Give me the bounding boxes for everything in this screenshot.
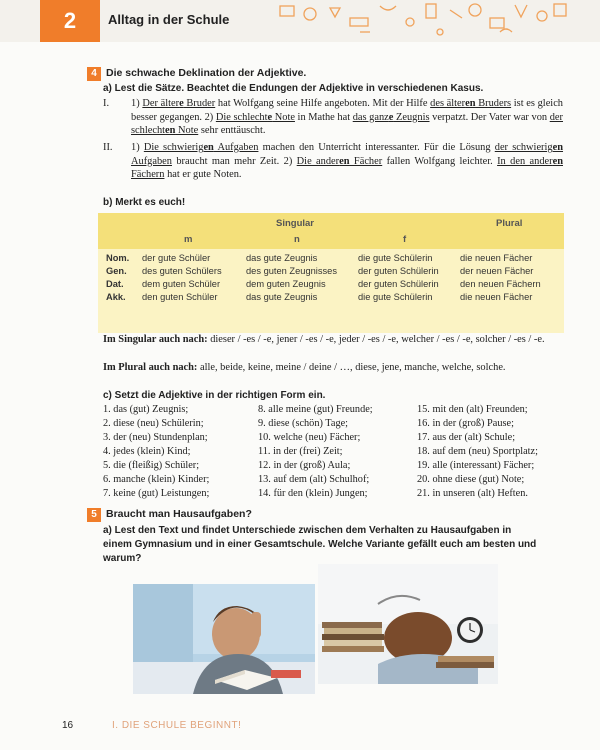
task4-heading <box>87 67 547 81</box>
case-label: Gen. <box>106 266 127 276</box>
chapter-number: 2 <box>40 0 100 42</box>
task5-a-line: warum? <box>103 553 142 564</box>
header-singular: Singular <box>276 218 315 229</box>
header-f: f <box>403 234 407 245</box>
exercise-item: 20. ohne diese (gut) Note; <box>417 474 525 485</box>
cell-m: den guten Schüler <box>142 292 218 302</box>
exercise-item: 14. für den (klein) Jungen; <box>258 488 368 499</box>
exercise-item: 5. die (fleißig) Schüler; <box>103 460 200 471</box>
exercise-item: 9. diese (schön) Tage; <box>258 418 349 429</box>
note-singular <box>103 333 563 347</box>
exercise-item: 10. welche (neu) Fächer; <box>258 432 361 443</box>
exercise-item: 17. aus der (alt) Schule; <box>417 432 516 443</box>
paragraph-II: II. 1) Die schwierigen Aufgaben machen den Unterricht interessanter. Für die Lösung der schwierigen Aufgaben braucht man mehr Zeit. 2) Die anderen Fächer fallen Wolfgang leichter. In den anderen Fächern hat er gute Noten. <box>103 142 564 181</box>
cell-pl: die neuen Fächer <box>460 253 533 263</box>
case-label: Akk. <box>106 292 126 302</box>
chapter-title: Alltag in der Schule <box>108 12 230 27</box>
cell-pl: der neuen Fächer <box>460 266 534 276</box>
exercise-item: 18. auf dem (neu) Sportplatz; <box>417 446 538 457</box>
task5-a-line: einem Gymnasium und in einer Gesamtschule. Welche Variante gefällt euch am besten und <box>103 539 537 550</box>
cell-m: der gute Schüler <box>142 253 211 263</box>
task5-badge: 5 <box>87 508 101 522</box>
cell-pl: den neuen Fächern <box>460 279 541 289</box>
student-asleep-on-books-photo <box>318 564 498 684</box>
exercise-item: 21. in unseren (alt) Heften. <box>417 488 528 499</box>
task-c-title: c) Setzt die Adjektive in der richtigen Form ein. <box>103 390 326 401</box>
task4-badge: 4 <box>87 67 101 81</box>
cell-n: das gute Zeugnis <box>246 292 318 302</box>
declension-table <box>98 213 564 333</box>
task5-heading <box>87 508 547 522</box>
student-studying-photo <box>133 584 315 694</box>
exercise-item: 4. jedes (klein) Kind; <box>103 446 191 457</box>
paragraph-II-label: II. <box>103 142 113 153</box>
cell-n: dem guten Zeugnis <box>246 279 326 289</box>
cell-pl: die neuen Fächer <box>460 292 533 302</box>
exercise-item: 19. alle (interessant) Fächer; <box>417 460 535 471</box>
note-singular-label: Im Singular auch nach: <box>103 334 208 345</box>
paragraph-I: I. 1) Der ältere Bruder hat Wolfgang seine Hilfe angeboten. Mit der Hilfe des älteren Bruders ist es gleich besser gegangen. 2) Die schlechte Note in Mathe hat das ganze Zeugnis verpatzt. Der Vater war von der schlechten Note sehr enttäuscht. <box>103 98 563 137</box>
exercise-item: 13. auf dem (alt) Schulhof; <box>258 474 370 485</box>
note-singular-text: dieser / -es / -e, jener / -es / -e, jeder / -es / -e, welcher / -es / -e, solcher / -es / -e. <box>207 334 545 345</box>
exercise-item: 16. in der (groß) Pause; <box>417 418 514 429</box>
exercise-item: 3. der (neu) Stundenplan; <box>103 432 208 443</box>
declension-table-header <box>98 213 564 249</box>
exercise-item: 11. in der (frei) Zeit; <box>258 446 343 457</box>
note-plural-text: alle, beide, keine, meine / deine / …, diese, jene, manche, welche, solche. <box>197 362 506 373</box>
note-plural <box>103 361 563 375</box>
cell-f: der guten Schülerin <box>358 266 439 276</box>
cell-f: die gute Schülerin <box>358 253 433 263</box>
cell-f: die gute Schülerin <box>358 292 433 302</box>
page-number: 16 <box>62 720 74 731</box>
task4-b-title: b) Merkt es euch! <box>103 197 186 208</box>
task4-title: Die schwache Deklination der Adjektive. <box>106 67 307 79</box>
exercise-item: 7. keine (gut) Leistungen; <box>103 488 210 499</box>
cell-f: der guten Schülerin <box>358 279 439 289</box>
paragraph-I-label: I. <box>103 98 110 109</box>
task5-a-title <box>103 524 563 566</box>
case-label: Nom. <box>106 253 130 263</box>
header-plural: Plural <box>496 218 523 229</box>
cell-n: des guten Zeugnisses <box>246 266 337 276</box>
case-label: Dat. <box>106 279 124 289</box>
exercise-item: 8. alle meine (gut) Freunde; <box>258 404 373 415</box>
cell-n: das gute Zeugnis <box>246 253 318 263</box>
exercise-item: 12. in der (groß) Aula; <box>258 460 351 471</box>
chapter-header <box>0 0 600 42</box>
exercise-item: 15. mit den (alt) Freunden; <box>417 404 528 415</box>
note-plural-label: Im Plural auch nach: <box>103 362 198 373</box>
exercise-item: 2. diese (neu) Schülerin; <box>103 418 204 429</box>
header-n: n <box>294 234 300 245</box>
task5-a-line: a) Lest den Text und findet Unterschiede zwischen dem Verhalten zu Hausaufgaben in <box>103 525 512 536</box>
cell-m: des guten Schülers <box>142 266 222 276</box>
task5-title: Braucht man Hausaufgaben? <box>106 508 252 520</box>
exercise-item: 6. manche (klein) Kinder; <box>103 474 210 485</box>
header-m: m <box>184 234 193 245</box>
task4-a-title: a) Lest die Sätze. Beachtet die Endungen der Adjektive in verschiedenen Kasus. <box>103 83 484 94</box>
cell-m: dem guten Schüler <box>142 279 221 289</box>
footer-title: I. DIE SCHULE BEGINNT! <box>112 720 242 731</box>
exercise-item: 1. das (gut) Zeugnis; <box>103 404 189 415</box>
